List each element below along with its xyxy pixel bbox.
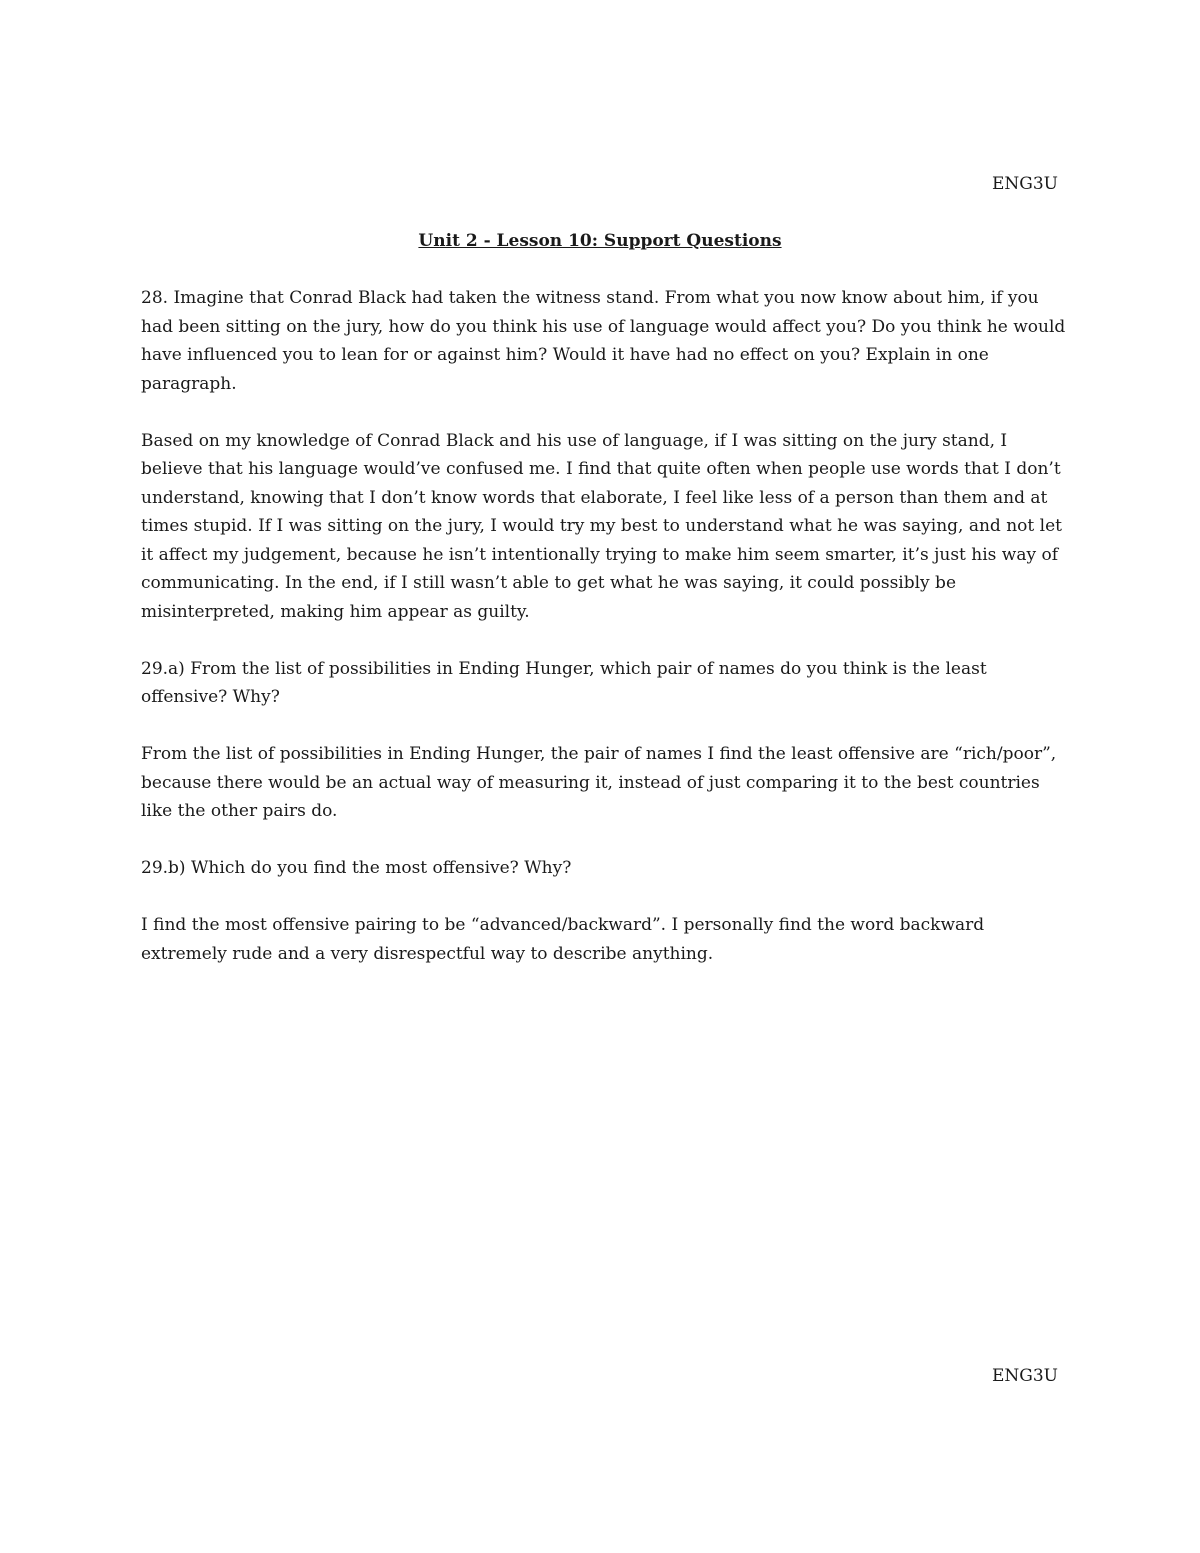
answer-29a: From the list of possibilities in Ending Hunger, the pair of names I find the least offensive are “rich/poor”, because there would be an actual way of measuring it, instead of just comparing it to the best countries like the other pairs do.: [141, 744, 1057, 821]
page-title: Unit 2 - Lesson 10: Support Questions: [418, 231, 782, 251]
question-29b: 29.b) Which do you find the most offensive? Why?: [141, 858, 572, 878]
question-29a: 29.a) From the list of possibilities in Ending Hunger, which pair of names do you think is the least offensive? Why?: [141, 658, 987, 707]
question-28: 28. Imagine that Conrad Black had taken the witness stand. From what you now know about him, if you had been sitting on the jury, how do you think his use of language would affect you? Do you think he would have influenced you to lean for or against him? Would it have had no effect on you? Explain in one paragraph.: [141, 288, 1066, 394]
page-header-course-code: ENG3U: [991, 174, 1058, 194]
document-body: [141, 284, 1071, 997]
answer-28: Based on my knowledge of Conrad Black and his use of language, if I was sitting on the jury stand, I believe that his language would’ve confused me. I find that quite often when people use words that I don’t understand, knowing that I don’t know words that elaborate, I feel like less of a person than them and at times stupid. If I was sitting on the jury, I would try my best to understand what he was saying, and not let it affect my judgement, because he isn’t intentionally trying to make him seem smarter, it’s just his way of communicating. In the end, if I still wasn’t able to get what he was saying, it could possibly be misinterpreted, making him appear as guilty.: [141, 430, 1062, 622]
page-footer-course-code: ENG3U: [991, 1366, 1058, 1386]
answer-29b: I find the most offensive pairing to be “advanced/backward”. I personally find the word backward extremely rude and a very disrespectful way to describe anything.: [141, 915, 985, 964]
